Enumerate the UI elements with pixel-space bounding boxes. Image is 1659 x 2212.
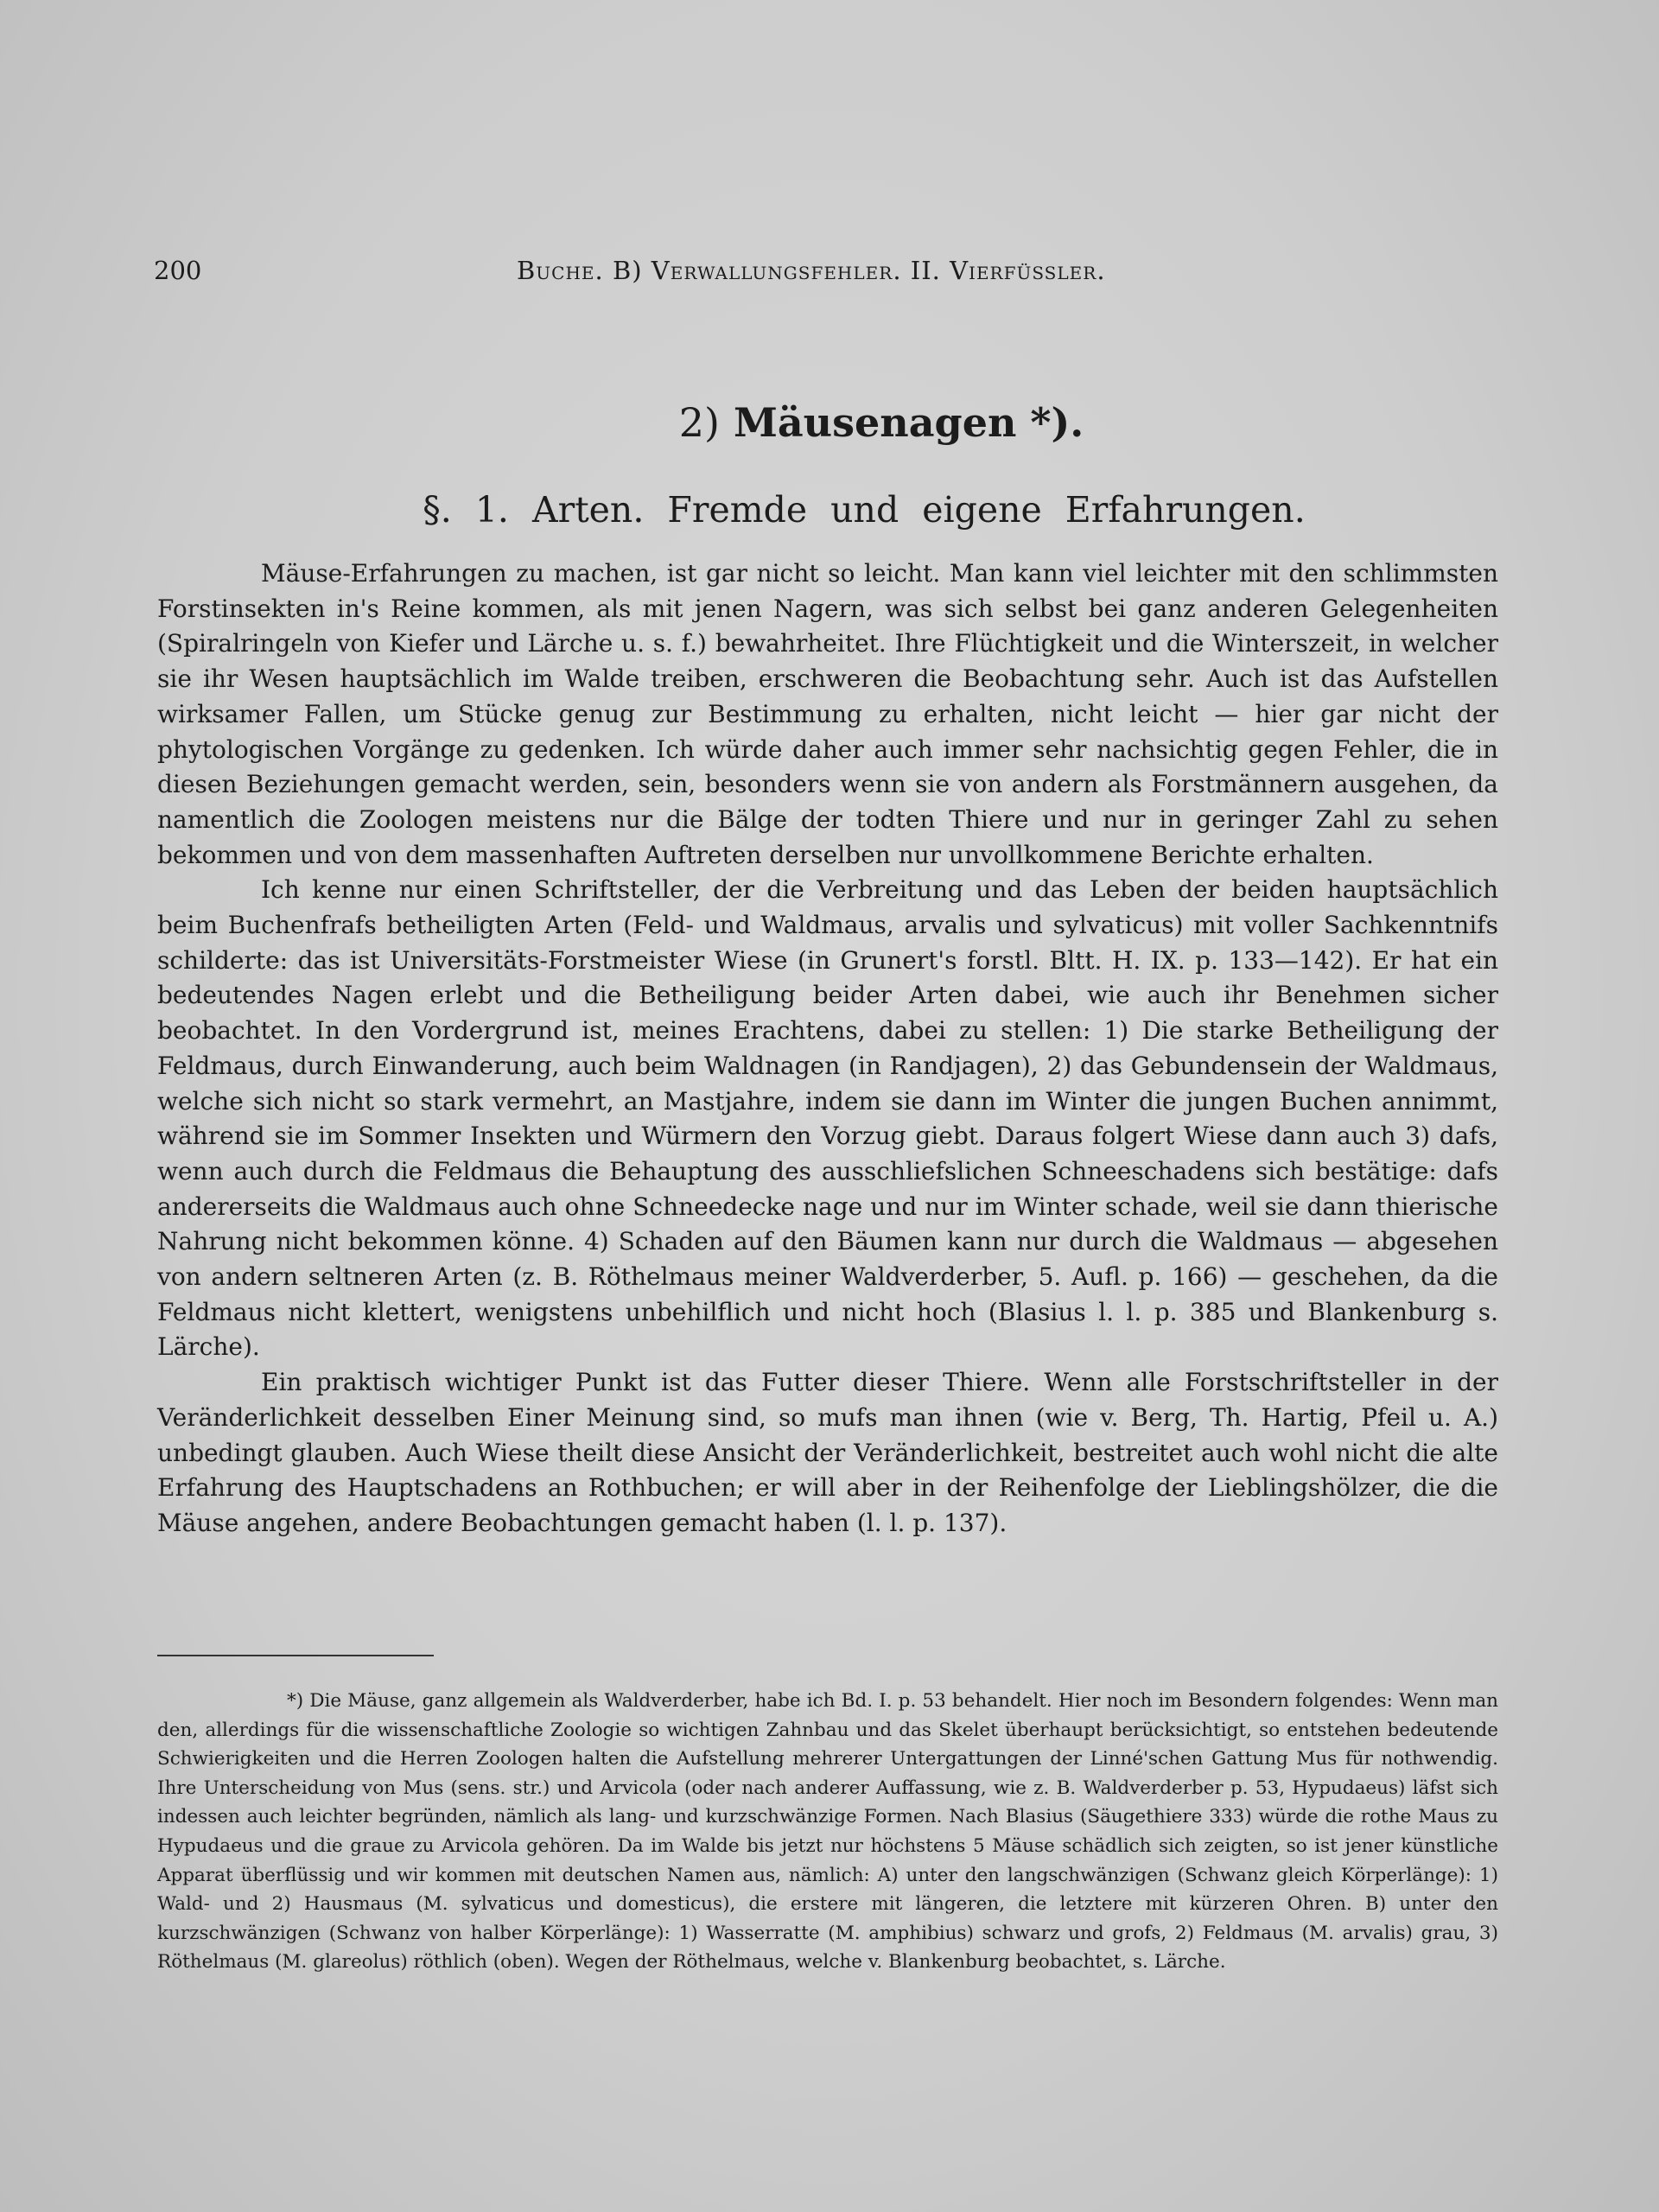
footnote: *) Die Mäuse, ganz allgemein als Waldverderber, habe ich Bd. I. p. 53 behandelt. Hier noch im Besondern folgendes: Wenn man den, allerdings für die wissenschaftliche Zoologie so wichtigen Zahnbau und das Skelet überhaupt berücksichtigt, so entstehen bedeutende Schwierigkeiten und die Herren Zoologen halten die Aufstellung mehrerer Untergattungen der Linné'schen Gattung Mus für nothwendig. Ihre Unterscheidung von Mus (sens. str.) und Arvicola (oder nach anderer Auffassung, wie z. B. Waldverderber p. 53, Hypudaeus) läfst sich indessen auch leichter begründen, nämlich als lang- und kurzschwänzige Formen. Nach Blasius (Säugethiere 333) würde die rothe Maus zu Hypudaeus und die graue zu Arvicola gehören. Da im Walde bis jetzt nur höchstens 5 Mäuse schädlich sich zeigten, so ist jener künstliche Apparat überflüssig und wir kommen mit deutschen Namen aus, nämlich: A) unter den langschwänzigen (Schwanz gleich Körperlänge): 1) Wald- und 2) Hausmaus (M. sylvaticus und domesticus), die erstere mit längeren, die letztere mit kürzeren Ohren. B) unter den kurzschwänzigen (Schwanz von halber Körperlänge): 1) Wasserratte (M. amphibius) schwarz und grofs, 2) Feldmaus (M. arvalis) grau, 3) Röthelmaus (M. glareolus) röthlich (oben). Wegen der Röthelmaus, welche v. Blankenburg beobachtet, s. Lärche.: [157, 1690, 1498, 1974]
running-title: Buche. B) Verwallungsfehler. II. Vierfüssler.: [517, 256, 1106, 285]
paragraph: Ich kenne nur einen Schriftsteller, der die Verbreitung und das Leben der beiden hauptsächlich beim Buchenfrafs betheiligten Arten (Feld- und Waldmaus, arvalis und sylvaticus) mit voller Sachkenntnifs schilderte: das ist Universitäts-Forstmeister Wiese (in Grunert's forstl. Bltt. H. IX. p. 133—142). Er hat ein bedeutendes Nagen erlebt und die Betheiligung beider Arten dabei, wie auch ihr Benehmen sicher beobachtet. In den Vordergrund ist, meines Erachtens, dabei zu stellen: 1) Die starke Betheiligung der Feldmaus, durch Einwanderung, auch beim Waldnagen (in Randjagen), 2) das Gebundensein der Waldmaus, welche sich nicht so stark vermehrt, an Mastjahre, indem sie dann im Winter die jungen Buchen annimmt, während sie im Sommer Insekten und Würmern den Vorzug giebt. Daraus folgert Wiese dann auch 3) dafs, wenn auch durch die Feldmaus die Behauptung des ausschliefslichen Schneeschadens sich bestätige: dafs andererseits die Waldmaus auch ohne Schneedecke nage und nur im Winter schade, weil sie dann thierische Nahrung nicht bekommen könne. 4) Schaden auf den Bäumen kann nur durch die Waldmaus — abgesehen von andern seltneren Arten (z. B. Röthelmaus meiner Waldverderber, 5. Aufl. p. 166) — geschehen, da die Feldmaus nicht klettert, wenigstens unbehilflich und nicht hoch (Blasius l. l. p. 385 und Blankenburg s. Lärche).: [157, 875, 1498, 1362]
body-text: [157, 556, 1498, 1541]
paragraph: Ein praktisch wichtiger Punkt ist das Futter dieser Thiere. Wenn alle Forstschriftsteller in der Veränderlichkeit desselben Einer Meinung sind, so mufs man ihnen (wie v. Berg, Th. Hartig, Pfeil u. A.) unbedingt glauben. Auch Wiese theilt diese Ansicht der Veränderlichkeit, bestreitet auch wohl nicht die alte Erfahrung des Hauptschadens an Rothbuchen; er will aber in der Reihenfolge der Lieblingshölzer, die die Mäuse angehen, andere Beobachtungen gemacht haben (l. l. p. 137).: [157, 1368, 1498, 1537]
section-title: Mäusenagen *).: [733, 399, 1084, 446]
footnote-divider: [157, 1655, 434, 1656]
page-number: 200: [154, 256, 202, 285]
paragraph: Mäuse-Erfahrungen zu machen, ist gar nicht so leicht. Man kann viel leichter mit den schlimmsten Forstinsekten in's Reine kommen, als mit jenen Nagern, was sich selbst bei ganz anderen Gelegenheiten (Spiralringeln von Kiefer und Lärche u. s. f.) bewahrheitet. Ihre Flüchtigkeit und die Winterszeit, in welcher sie ihr Wesen hauptsächlich im Walde treiben, erschweren die Beobachtung sehr. Auch ist das Aufstellen wirksamer Fallen, um Stücke genug zur Bestimmung zu erhalten, nicht leicht — hier gar nicht der phytologischen Vorgänge zu gedenken. Ich würde daher auch immer sehr nachsichtig gegen Fehler, die in diesen Beziehungen gemacht werden, sein, besonders wenn sie von andern als Forstmännern ausgehen, da namentlich die Zoologen meistens nur die Bälge der todten Thiere und nur in geringer Zahl zu sehen bekommen und von dem massenhaften Auftreten derselben nur unvollkommene Berichte erhalten.: [157, 559, 1498, 869]
subsection-heading: §. 1. Arten. Fremde und eigene Erfahrungen.: [423, 489, 1306, 531]
section-heading: [0, 399, 1659, 446]
section-number: 2): [678, 399, 720, 446]
running-head: [154, 256, 1502, 290]
footnotes: [157, 1687, 1498, 1977]
